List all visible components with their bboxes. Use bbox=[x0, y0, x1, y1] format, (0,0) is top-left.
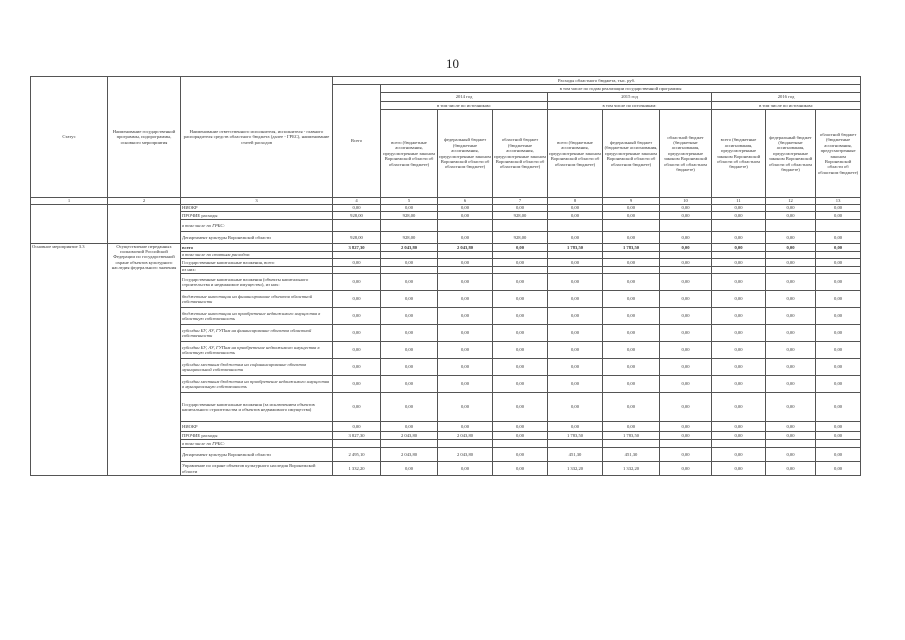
cell-value: 0,00 bbox=[493, 448, 548, 462]
header-src-regional-2015: областной бюджет (бюджетные ассигнования, предусмотренные законом Воронежской области об областном бюджете) bbox=[660, 110, 712, 198]
cell-value: 928,00 bbox=[381, 212, 438, 220]
header-year-2016: 2016 год bbox=[712, 93, 861, 102]
cell-value bbox=[603, 220, 660, 232]
cell-value: 928,00 bbox=[333, 232, 381, 244]
cell-value: 0,00 bbox=[816, 291, 861, 308]
row-label: бюджетные инвестиции на приобретение недвижимого имущества в областную собственность bbox=[181, 308, 333, 325]
row-label: субсидии БУ, АУ, ГУПам на приобретение недвижимого имущества в областную собственность bbox=[181, 342, 333, 359]
cell-value: 0,00 bbox=[766, 274, 816, 291]
cell-value: 0,00 bbox=[816, 274, 861, 291]
cell-value: 0,00 bbox=[603, 259, 660, 267]
row-label: ПРОЧИЕ расходы bbox=[181, 212, 333, 220]
cell-value bbox=[493, 252, 548, 259]
cell-value: 0,00 bbox=[603, 232, 660, 244]
cell-value: 0,00 bbox=[438, 232, 493, 244]
cell-value: 0,00 bbox=[381, 359, 438, 376]
cell-value: 0,00 bbox=[333, 359, 381, 376]
row-label: субсидии БУ, АУ, ГУПам на финансирование объектов областной собственности bbox=[181, 325, 333, 342]
cell-value: 0,00 bbox=[548, 232, 603, 244]
cell-value: 928,00 bbox=[381, 232, 438, 244]
col-number: 10 bbox=[660, 198, 712, 205]
cell-value bbox=[816, 267, 861, 274]
cell-value bbox=[548, 267, 603, 274]
cell-value: 0,00 bbox=[493, 393, 548, 422]
cell-value: 0,00 bbox=[548, 393, 603, 422]
cell-value: 0,00 bbox=[712, 308, 766, 325]
cell-value: 0,00 bbox=[660, 325, 712, 342]
cell-value: 0,00 bbox=[712, 259, 766, 267]
block-status: Основное мероприятие 3.3 bbox=[31, 244, 108, 476]
cell-value: 0,00 bbox=[333, 259, 381, 267]
cell-value: 0,00 bbox=[766, 291, 816, 308]
cell-value: 1 783,50 bbox=[603, 244, 660, 252]
cell-value: 2 495,10 bbox=[333, 448, 381, 462]
cell-value: 0,00 bbox=[438, 422, 493, 432]
cell-value: 0,00 bbox=[816, 308, 861, 325]
header-src-total-2014: всего (бюджетные ассигнования, предусмотренные законом Воронежской области об областном бюджете) bbox=[381, 110, 438, 198]
cell-value: 0,00 bbox=[333, 291, 381, 308]
col-number: 9 bbox=[603, 198, 660, 205]
col-number: 2 bbox=[108, 198, 181, 205]
cell-value: 0,00 bbox=[816, 342, 861, 359]
cell-value bbox=[766, 267, 816, 274]
cell-value: 0,00 bbox=[660, 376, 712, 393]
cell-value: 928,00 bbox=[333, 212, 381, 220]
cell-value bbox=[816, 440, 861, 448]
cell-value: 0,00 bbox=[660, 432, 712, 440]
cell-value: 0,00 bbox=[712, 212, 766, 220]
header-by-sources-2016: в том числе по источникам: bbox=[712, 102, 861, 110]
cell-value: 0,00 bbox=[660, 244, 712, 252]
cell-value bbox=[381, 252, 438, 259]
col-number: 3 bbox=[181, 198, 333, 205]
header-executor: Наименование ответственного исполнителя, исполнителя - главного распорядителя средств областного бюджета (далее - ГРБС), наименование статей расходов bbox=[181, 77, 333, 198]
cell-value: 0,00 bbox=[660, 448, 712, 462]
cell-value bbox=[766, 252, 816, 259]
cell-value bbox=[493, 440, 548, 448]
cell-value: 0,00 bbox=[548, 259, 603, 267]
cell-value bbox=[438, 220, 493, 232]
cell-value: 0,00 bbox=[712, 244, 766, 252]
cell-value: 0,00 bbox=[548, 342, 603, 359]
cell-value: 0,00 bbox=[603, 274, 660, 291]
cell-value: 0,00 bbox=[766, 376, 816, 393]
row-label: НИОКР bbox=[181, 422, 333, 432]
cell-value: 1 783,50 bbox=[548, 244, 603, 252]
cell-value: 2 043,80 bbox=[381, 448, 438, 462]
cell-value: 0,00 bbox=[333, 325, 381, 342]
cell-value bbox=[333, 252, 381, 259]
header-src-total-2015: всего (бюджетные ассигнования, предусмотренные законом Воронежской области об областном бюджете) bbox=[548, 110, 603, 198]
cell-value: 2 043,80 bbox=[438, 448, 493, 462]
cell-value bbox=[381, 440, 438, 448]
cell-value: 0,00 bbox=[493, 259, 548, 267]
cell-value bbox=[548, 220, 603, 232]
block-status-empty bbox=[31, 205, 108, 244]
cell-value: 0,00 bbox=[766, 259, 816, 267]
cell-value: 2 043,80 bbox=[381, 244, 438, 252]
row-label: Управление по охране объектов культурного наследия Воронежской области bbox=[181, 462, 333, 476]
cell-value: 0,00 bbox=[493, 205, 548, 212]
header-by-sources-2015: в том числе по источникам: bbox=[548, 102, 712, 110]
cell-value: 0,00 bbox=[493, 325, 548, 342]
cell-value: 0,00 bbox=[548, 291, 603, 308]
cell-value: 0,00 bbox=[816, 212, 861, 220]
cell-value: 0,00 bbox=[603, 212, 660, 220]
table-row bbox=[31, 205, 861, 212]
cell-value: 0,00 bbox=[660, 393, 712, 422]
header-by-sources-2014: в том числе по источникам: bbox=[381, 102, 548, 110]
cell-value: 0,00 bbox=[438, 274, 493, 291]
cell-value: 0,00 bbox=[766, 393, 816, 422]
cell-value: 0,00 bbox=[712, 359, 766, 376]
cell-value: 0,00 bbox=[660, 342, 712, 359]
cell-value: 0,00 bbox=[438, 325, 493, 342]
cell-value: 0,00 bbox=[816, 448, 861, 462]
cell-value: 0,00 bbox=[333, 274, 381, 291]
cell-value: 0,00 bbox=[766, 448, 816, 462]
cell-value: 451,30 bbox=[548, 448, 603, 462]
cell-value: 0,00 bbox=[493, 274, 548, 291]
row-label: субсидии местным бюджетам на софинансирование объектов муниципальной собственности bbox=[181, 359, 333, 376]
table-row bbox=[31, 244, 861, 252]
col-number: 13 bbox=[816, 198, 861, 205]
header-src-federal-2014: федеральный бюджет (бюджетные ассигнования, предусмотренные законом Воронежской области об областном бюджете) bbox=[438, 110, 493, 198]
cell-value: 0,00 bbox=[438, 393, 493, 422]
cell-value: 0,00 bbox=[548, 422, 603, 432]
row-label: бюджетные инвестиции на финансирование объектов областной собственности bbox=[181, 291, 333, 308]
cell-value: 0,00 bbox=[438, 462, 493, 476]
header-year-2014: 2014 год bbox=[381, 93, 548, 102]
cell-value: 0,00 bbox=[816, 359, 861, 376]
cell-value bbox=[333, 440, 381, 448]
col-number: 6 bbox=[438, 198, 493, 205]
cell-value: 0,00 bbox=[660, 205, 712, 212]
cell-value bbox=[766, 440, 816, 448]
cell-value: 0,00 bbox=[660, 212, 712, 220]
cell-value: 0,00 bbox=[712, 291, 766, 308]
cell-value: 0,00 bbox=[766, 325, 816, 342]
row-label: Государственные капитальные вложения (за исключением объектов капитального строительства и объектов недвижимого имущества) bbox=[181, 393, 333, 422]
cell-value bbox=[493, 220, 548, 232]
cell-value: 0,00 bbox=[548, 376, 603, 393]
cell-value: 0,00 bbox=[333, 308, 381, 325]
cell-value: 0,00 bbox=[493, 422, 548, 432]
cell-value: 0,00 bbox=[493, 342, 548, 359]
cell-value bbox=[660, 220, 712, 232]
cell-value: 0,00 bbox=[660, 291, 712, 308]
cell-value: 0,00 bbox=[381, 308, 438, 325]
cell-value bbox=[381, 267, 438, 274]
cell-value: 0,00 bbox=[493, 308, 548, 325]
cell-value: 0,00 bbox=[766, 205, 816, 212]
table-body bbox=[31, 205, 861, 476]
cell-value bbox=[603, 440, 660, 448]
cell-value: 0,00 bbox=[712, 448, 766, 462]
cell-value: 0,00 bbox=[438, 376, 493, 393]
cell-value: 0,00 bbox=[603, 342, 660, 359]
row-label: Государственные капитальные вложения (объекты капитального строительства и недвижимое имущество), из них: bbox=[181, 274, 333, 291]
cell-value: 0,00 bbox=[438, 205, 493, 212]
cell-value: 0,00 bbox=[333, 376, 381, 393]
cell-value: 3 827,30 bbox=[333, 432, 381, 440]
cell-value: 0,00 bbox=[493, 432, 548, 440]
col-number: 8 bbox=[548, 198, 603, 205]
cell-value bbox=[766, 220, 816, 232]
cell-value: 0,00 bbox=[816, 462, 861, 476]
cell-value bbox=[548, 440, 603, 448]
cell-value: 0,00 bbox=[766, 462, 816, 476]
header-src-total-2016: всего (бюджетные ассигнования, предусмотренные законом Воронежской области об областном бюджете) bbox=[712, 110, 766, 198]
cell-value: 0,00 bbox=[712, 422, 766, 432]
cell-value: 1 783,50 bbox=[603, 432, 660, 440]
cell-value: 0,00 bbox=[603, 376, 660, 393]
cell-value: 0,00 bbox=[438, 212, 493, 220]
row-label: из них: bbox=[181, 267, 333, 274]
cell-value bbox=[438, 252, 493, 259]
block-program-empty bbox=[108, 205, 181, 244]
cell-value: 0,00 bbox=[381, 205, 438, 212]
cell-value: 0,00 bbox=[438, 359, 493, 376]
cell-value: 0,00 bbox=[548, 359, 603, 376]
cell-value: 0,00 bbox=[493, 462, 548, 476]
header-program: Наименование государственной программы, подпрограммы, основного мероприятия bbox=[108, 77, 181, 198]
cell-value: 0,00 bbox=[766, 342, 816, 359]
cell-value: 0,00 bbox=[660, 308, 712, 325]
cell-value: 0,00 bbox=[816, 232, 861, 244]
cell-value: 0,00 bbox=[493, 359, 548, 376]
row-label: субсидии местным бюджетам на приобретение недвижимого имущества в муниципальную собственность bbox=[181, 376, 333, 393]
cell-value: 928,00 bbox=[493, 232, 548, 244]
row-label: в том числе по статьям расходов: bbox=[181, 252, 333, 259]
cell-value: 0,00 bbox=[712, 205, 766, 212]
cell-value: 0,00 bbox=[333, 342, 381, 359]
cell-value: 0,00 bbox=[548, 205, 603, 212]
cell-value bbox=[712, 440, 766, 448]
col-number: 1 bbox=[31, 198, 108, 205]
cell-value: 0,00 bbox=[660, 359, 712, 376]
header-year-2015: 2015 год bbox=[548, 93, 712, 102]
row-label: в том числе по ГРБС: bbox=[181, 440, 333, 448]
cell-value: 0,00 bbox=[660, 232, 712, 244]
row-label: всего bbox=[181, 244, 333, 252]
cell-value: 0,00 bbox=[816, 422, 861, 432]
row-label: ПРОЧИЕ расходы bbox=[181, 432, 333, 440]
cell-value: 0,00 bbox=[548, 274, 603, 291]
cell-value: 0,00 bbox=[712, 376, 766, 393]
cell-value: 0,00 bbox=[493, 376, 548, 393]
cell-value: 0,00 bbox=[766, 212, 816, 220]
cell-value bbox=[712, 267, 766, 274]
cell-value: 1 332,20 bbox=[333, 462, 381, 476]
cell-value: 2 043,80 bbox=[438, 432, 493, 440]
header-src-federal-2016: федеральный бюджет (бюджетные ассигнования, предусмотренные законом Воронежской области об областном бюджете) bbox=[766, 110, 816, 198]
cell-value: 0,00 bbox=[381, 393, 438, 422]
cell-value: 0,00 bbox=[381, 376, 438, 393]
col-number: 7 bbox=[493, 198, 548, 205]
cell-value: 0,00 bbox=[548, 308, 603, 325]
cell-value bbox=[603, 252, 660, 259]
cell-value: 0,00 bbox=[603, 325, 660, 342]
budget-table bbox=[30, 76, 861, 476]
cell-value: 0,00 bbox=[816, 325, 861, 342]
cell-value: 0,00 bbox=[712, 325, 766, 342]
cell-value: 1 332,20 bbox=[603, 462, 660, 476]
header-by-years: в том числе по годам реализации государственной программы bbox=[381, 85, 861, 93]
cell-value: 0,00 bbox=[816, 244, 861, 252]
cell-value: 0,00 bbox=[603, 422, 660, 432]
cell-value: 0,00 bbox=[816, 393, 861, 422]
cell-value: 0,00 bbox=[712, 462, 766, 476]
col-number: 11 bbox=[712, 198, 766, 205]
cell-value: 0,00 bbox=[660, 462, 712, 476]
cell-value bbox=[333, 220, 381, 232]
header-total: Всего bbox=[333, 85, 381, 198]
cell-value: 0,00 bbox=[548, 212, 603, 220]
cell-value: 0,00 bbox=[438, 291, 493, 308]
cell-value: 0,00 bbox=[712, 342, 766, 359]
cell-value: 0,00 bbox=[603, 308, 660, 325]
cell-value: 0,00 bbox=[333, 205, 381, 212]
cell-value bbox=[493, 267, 548, 274]
cell-value bbox=[660, 440, 712, 448]
cell-value bbox=[712, 252, 766, 259]
cell-value: 0,00 bbox=[333, 422, 381, 432]
cell-value: 451,30 bbox=[603, 448, 660, 462]
cell-value: 0,00 bbox=[438, 342, 493, 359]
cell-value bbox=[816, 220, 861, 232]
cell-value bbox=[816, 252, 861, 259]
cell-value: 3 827,30 bbox=[333, 244, 381, 252]
cell-value: 0,00 bbox=[712, 232, 766, 244]
col-number: 12 bbox=[766, 198, 816, 205]
cell-value: 1 783,50 bbox=[548, 432, 603, 440]
cell-value bbox=[660, 252, 712, 259]
cell-value: 0,00 bbox=[493, 244, 548, 252]
cell-value: 0,00 bbox=[381, 462, 438, 476]
cell-value: 0,00 bbox=[766, 432, 816, 440]
cell-value: 0,00 bbox=[766, 422, 816, 432]
cell-value: 0,00 bbox=[438, 259, 493, 267]
cell-value: 0,00 bbox=[766, 308, 816, 325]
header-src-regional-2016: областной бюджет (бюджетные ассигнования, предусмотренные законом Воронежской области об областном бюджете) bbox=[816, 110, 861, 198]
row-label: Департамент культуры Воронежской области bbox=[181, 448, 333, 462]
cell-value: 0,00 bbox=[660, 274, 712, 291]
row-label: Государственные капитальные вложения, всего bbox=[181, 259, 333, 267]
col-number: 5 bbox=[381, 198, 438, 205]
cell-value: 0,00 bbox=[766, 359, 816, 376]
cell-value: 0,00 bbox=[381, 422, 438, 432]
page-number: 10 bbox=[446, 56, 459, 71]
cell-value: 0,00 bbox=[381, 325, 438, 342]
cell-value: 0,00 bbox=[381, 259, 438, 267]
cell-value: 0,00 bbox=[381, 291, 438, 308]
header-status: Статус bbox=[31, 77, 108, 198]
cell-value: 0,00 bbox=[712, 274, 766, 291]
cell-value: 0,00 bbox=[660, 422, 712, 432]
cell-value bbox=[712, 220, 766, 232]
col-number: 4 bbox=[333, 198, 381, 205]
cell-value: 0,00 bbox=[712, 393, 766, 422]
cell-value: 0,00 bbox=[603, 359, 660, 376]
header-src-federal-2015: федеральный бюджет (бюджетные ассигнования, предусмотренные законом Воронежской области об областном бюджете) bbox=[603, 110, 660, 198]
cell-value: 2 043,80 bbox=[438, 244, 493, 252]
cell-value: 0,00 bbox=[603, 393, 660, 422]
cell-value bbox=[438, 440, 493, 448]
cell-value bbox=[333, 267, 381, 274]
header-expenses: Расходы областного бюджета, тыс. руб. bbox=[333, 77, 861, 85]
cell-value: 0,00 bbox=[766, 232, 816, 244]
cell-value: 2 043,80 bbox=[381, 432, 438, 440]
cell-value: 0,00 bbox=[381, 342, 438, 359]
cell-value: 0,00 bbox=[333, 393, 381, 422]
cell-value: 0,00 bbox=[816, 259, 861, 267]
cell-value: 0,00 bbox=[712, 432, 766, 440]
header-src-regional-2014: областной бюджет (бюджетные ассигнования, предусмотренные законом Воронежской области об областном бюджете) bbox=[493, 110, 548, 198]
cell-value: 0,00 bbox=[381, 274, 438, 291]
row-label: НИОКР bbox=[181, 205, 333, 212]
cell-value bbox=[438, 267, 493, 274]
cell-value: 0,00 bbox=[816, 432, 861, 440]
cell-value: 928,00 bbox=[493, 212, 548, 220]
row-label: Департамент культуры Воронежской области bbox=[181, 232, 333, 244]
cell-value: 0,00 bbox=[603, 205, 660, 212]
cell-value bbox=[381, 220, 438, 232]
cell-value: 0,00 bbox=[438, 308, 493, 325]
cell-value: 0,00 bbox=[548, 325, 603, 342]
cell-value: 1 332,20 bbox=[548, 462, 603, 476]
cell-value: 0,00 bbox=[766, 244, 816, 252]
cell-value: 0,00 bbox=[816, 205, 861, 212]
cell-value: 0,00 bbox=[493, 291, 548, 308]
block-program-name: Осуществление переданных полномочий Российской Федерации по государственной охране объектов культурного наследия федерального значения bbox=[108, 244, 181, 476]
cell-value bbox=[603, 267, 660, 274]
cell-value: 0,00 bbox=[660, 259, 712, 267]
cell-value bbox=[548, 252, 603, 259]
row-label: в том числе по ГРБС: bbox=[181, 220, 333, 232]
cell-value: 0,00 bbox=[603, 291, 660, 308]
cell-value bbox=[660, 267, 712, 274]
cell-value: 0,00 bbox=[816, 376, 861, 393]
